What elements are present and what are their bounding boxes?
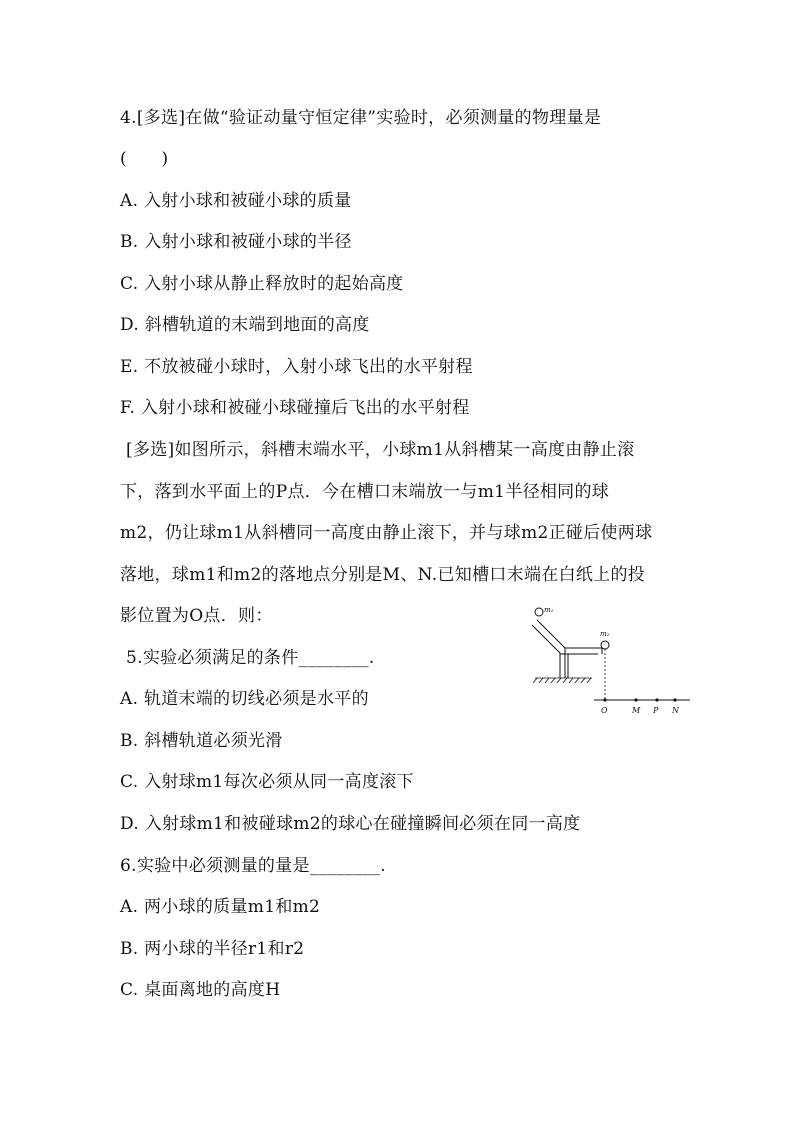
q6-option-b: B. 两小球的半径r1和r2 bbox=[120, 939, 305, 959]
intro-line-3: m2，仍让球m1从斜槽同一高度由静止滚下，并与球m2正碰后使两球 bbox=[120, 523, 653, 543]
point-o-label: O bbox=[601, 706, 608, 715]
q6-option-c: C. 桌面离地的高度H bbox=[120, 980, 281, 1000]
q5-option-b: B. 斜槽轨道必须光滑 bbox=[120, 731, 283, 751]
point-m-label: M bbox=[632, 706, 641, 715]
q6-option-a: A. 两小球的质量m1和m2 bbox=[120, 897, 321, 917]
q5-stem: 5.实验必须满足的条件________. bbox=[126, 648, 375, 668]
experiment-figure bbox=[532, 604, 692, 716]
point-o bbox=[603, 698, 606, 701]
q4-option-a: A. 入射小球和被碰小球的质量 bbox=[120, 191, 352, 211]
point-n bbox=[673, 698, 676, 701]
q4-option-b: B. 入射小球和被碰小球的半径 bbox=[120, 232, 352, 252]
q4-option-d: D. 斜槽轨道的末端到地面的高度 bbox=[120, 315, 370, 335]
q6-stem: 6.实验中必须测量的量是________. bbox=[120, 856, 386, 876]
q4-option-e: E. 不放被碰小球时，入射小球飞出的水平射程 bbox=[120, 357, 473, 377]
q5-option-c: C. 入射球m1每次必须从同一高度滚下 bbox=[120, 772, 414, 792]
incline-ramp bbox=[532, 620, 602, 678]
ground-hatch bbox=[533, 678, 592, 683]
ball-m2-label: m₂ bbox=[600, 630, 610, 638]
intro-line-5: 影位置为O点．则： bbox=[120, 606, 273, 626]
ball-m1 bbox=[535, 608, 543, 616]
ball-m1-label: m₁ bbox=[544, 606, 554, 614]
ball-m2 bbox=[601, 641, 609, 649]
q4-option-f: F. 入射小球和被碰小球碰撞后飞出的水平射程 bbox=[120, 398, 470, 418]
q4-option-c: C. 入射小球从静止释放时的起始高度 bbox=[120, 274, 404, 294]
point-p bbox=[655, 698, 658, 701]
q4-stem: 4.[多选]在做“验证动量守恒定律”实验时，必须测量的物理量是 bbox=[120, 108, 602, 128]
intro-line-1: [多选]如图所示，斜槽末端水平，小球m1从斜槽某一高度由静止滚 bbox=[126, 440, 635, 460]
q4-paren: ( ) bbox=[120, 149, 169, 169]
point-p-label: P bbox=[653, 706, 659, 715]
q5-option-a: A. 轨道末端的切线必须是水平的 bbox=[120, 689, 369, 709]
intro-line-4: 落地，球m1和m2的落地点分别是M、N.已知槽口末端在白纸上的投 bbox=[120, 565, 646, 585]
q5-option-d: D. 入射球m1和被碰球m2的球心在碰撞瞬间必须在同一高度 bbox=[120, 814, 581, 834]
point-m bbox=[634, 698, 637, 701]
intro-line-2: 下，落到水平面上的P点．今在槽口末端放一与m1半径相同的球 bbox=[120, 482, 610, 502]
point-n-label: N bbox=[672, 706, 679, 715]
